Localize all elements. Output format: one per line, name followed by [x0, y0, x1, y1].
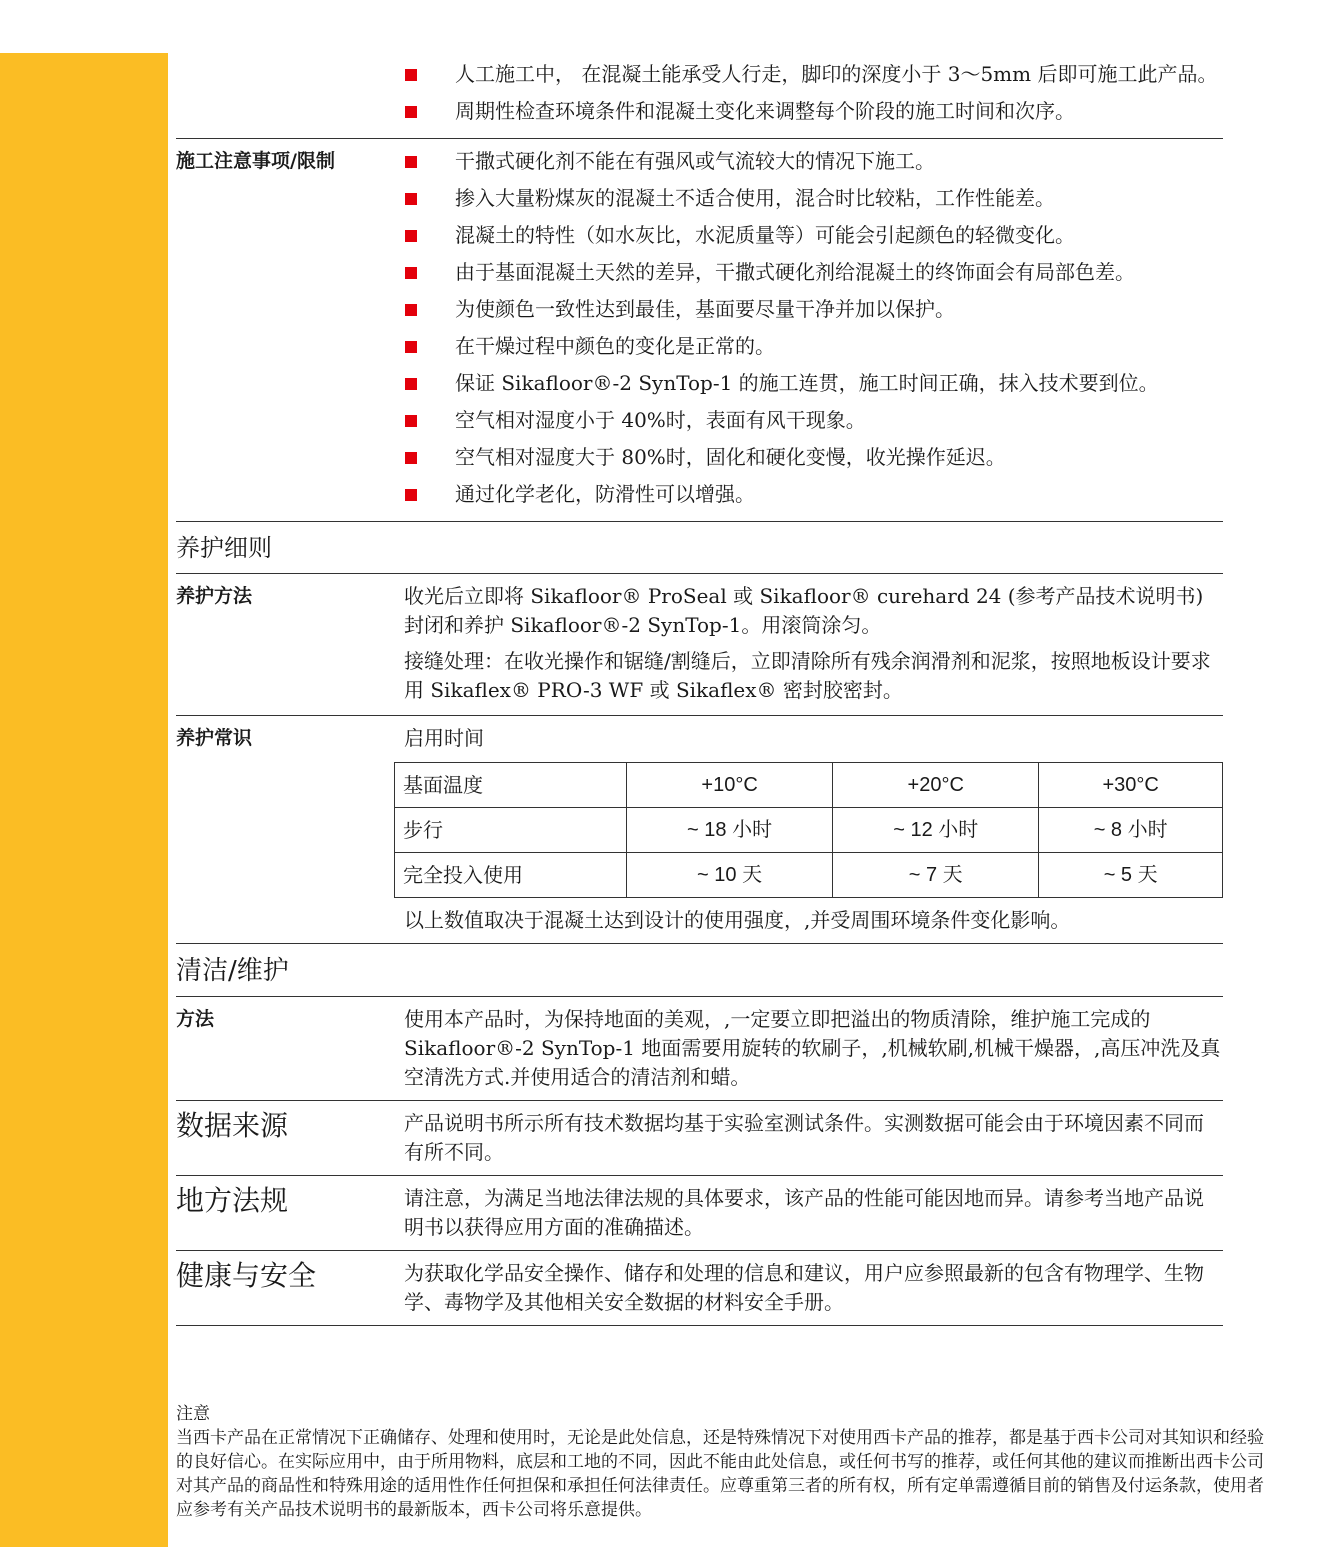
joint-treatment-text: 接缝处理：在收光操作和锯缝/割缝后，立即清除所有残余润滑剂和泥浆，按照地板设计要求用 Sikaflex® PRO-3 WF 或 Sikaflex® 密封胶密封。 [404, 649, 1211, 702]
section-label: 健康与安全 [176, 1259, 317, 1292]
table-caption: 启用时间 [404, 726, 484, 750]
list-item: 由于基面混凝土天然的差异，干撒式硬化剂给混凝土的终饰面会有局部色差。 [404, 258, 1223, 287]
regulations-section [176, 1176, 1223, 1251]
bullet-icon [405, 156, 417, 168]
list-item: 周期性检查环境条件和混凝土变化来调整每个阶段的施工时间和次序。 [404, 97, 1223, 126]
section-label: 养护方法 [176, 585, 253, 607]
list-item: 通过化学老化，防滑性可以增强。 [404, 480, 1223, 509]
bullet-icon [405, 452, 417, 464]
section-heading: 养护细则 [176, 534, 272, 562]
bullet-icon [405, 69, 417, 81]
section-label: 地方法规 [176, 1184, 289, 1217]
list-item: 人工施工中， 在混凝土能承受人行走，脚印的深度小于 3～5mm 后即可施工此产品。 [404, 60, 1223, 89]
bullet-icon [405, 341, 417, 353]
table-note: 以上数值取决于混凝土达到设计的使用强度，,并受周围环境条件变化影响。 [404, 908, 1071, 932]
list-item: 为使颜色一致性达到最佳，基面要尽量干净并加以保护。 [404, 295, 1223, 324]
bullet-icon [405, 193, 417, 205]
list-item: 干撒式硬化剂不能在有强风或气流较大的情况下施工。 [404, 147, 1223, 176]
regulations-text: 请注意，为满足当地法律法规的具体要求，该产品的性能可能因地而异。请参考当地产品说明书以获得应用方面的准确描述。 [404, 1186, 1204, 1239]
curing-heading-row [176, 522, 1223, 574]
table-cell: ~ 10 天 [627, 853, 833, 898]
section-label: 施工注意事项/限制 [176, 150, 335, 172]
curing-method-text: 收光后立即将 Sikafloor® ProSeal 或 Sikafloor® curehard 24 (参考产品技术说明书)封闭和养护 Sikafloor®-2 SynTop-1。用滚筒涂匀。 [404, 584, 1204, 637]
table-cell: ~ 7 天 [833, 853, 1039, 898]
notice-title: 注意 [176, 1404, 210, 1424]
list-item: 掺入大量粉煤灰的混凝土不适合使用，混合时比较粘，工作性能差。 [404, 184, 1223, 213]
notice-text: 当西卡产品在正常情况下正确储存、处理和使用时，无论是此处信息，还是特殊情况下对使用西卡产品的推荐，都是基于西卡公司对其知识和经验的良好信心。在实际应用中，由于所用物料，底层和工地的不同，因此不能由此处信息，或任何书写的推荐，或任何其他的建议而推断出西卡公司对其产品的商品性和特殊用途的适用性作任何担保和承担任何法律责任。应尊重第三者的所有权，所有定单需遵循目前的销售及付运条款，使用者应参考有关产品技术说明书的最新版本，西卡公司将乐意提供。 [176, 1428, 1264, 1520]
bullet-icon [405, 489, 417, 501]
table-cell: ~ 8 小时 [1039, 808, 1223, 853]
limitations-section [176, 139, 1223, 522]
data-source-section [176, 1101, 1223, 1176]
health-section [176, 1251, 1223, 1326]
curing-info-section [176, 716, 1223, 944]
data-source-text: 产品说明书所示所有技术数据均基于实验室测试条件。实测数据可能会由于环境因素不同而有所不同。 [404, 1111, 1204, 1164]
table-cell: +10°C [627, 763, 833, 808]
curing-method-section [176, 574, 1223, 716]
bullet-icon [405, 267, 417, 279]
list-item: 保证 Sikafloor®-2 SynTop-1 的施工连贯，施工时间正确，抹入技术要到位。 [404, 369, 1223, 398]
limitations-list [404, 147, 1223, 509]
table-row [395, 808, 1223, 853]
list-item: 空气相对湿度大于 80%时，固化和硬化变慢，收光操作延迟。 [404, 443, 1223, 472]
table-row [395, 853, 1223, 898]
table-cell: +20°C [833, 763, 1039, 808]
bullet-icon [405, 304, 417, 316]
table-cell: 完全投入使用 [395, 853, 627, 898]
list-item: 混凝土的特性（如水灰比，水泥质量等）可能会引起颜色的轻微变化。 [404, 221, 1223, 250]
table-cell: ~ 18 小时 [627, 808, 833, 853]
bullet-icon [405, 415, 417, 427]
table-cell: ~ 12 小时 [833, 808, 1039, 853]
bullet-icon [405, 378, 417, 390]
section-heading: 清洁/维护 [176, 956, 289, 986]
bullet-icon [405, 106, 417, 118]
cleaning-method-text: 使用本产品时，为保持地面的美观，,一定要立即把溢出的物质清除，维护施工完成的 Sikafloor®-2 SynTop-1 地面需要用旋转的软刷子，,机械软刷,机械干燥器，,高压冲洗及真空清洗方式.并使用适合的清洁剂和蜡。 [404, 1007, 1221, 1089]
table-cell: 基面温度 [395, 763, 627, 808]
brand-sidebar [0, 53, 168, 1547]
intro-list [404, 60, 1223, 126]
table-header-row [395, 763, 1223, 808]
list-item: 空气相对湿度小于 40%时，表面有风干现象。 [404, 406, 1223, 435]
bullet-icon [405, 230, 417, 242]
table-cell: +30°C [1039, 763, 1223, 808]
table-cell: ~ 5 天 [1039, 853, 1223, 898]
section-label: 数据来源 [176, 1109, 289, 1142]
cure-time-table [394, 762, 1223, 898]
health-text: 为获取化学品安全操作、储存和处理的信息和建议，用户应参照最新的包含有物理学、生物学、毒物学及其他相关安全数据的材料安全手册。 [404, 1261, 1204, 1314]
legal-notice [176, 1402, 1268, 1522]
document-content [176, 60, 1223, 1326]
intro-section [176, 60, 1223, 139]
cleaning-heading-row [176, 944, 1223, 997]
cleaning-method-section [176, 997, 1223, 1101]
section-label: 养护常识 [176, 727, 253, 749]
list-item: 在干燥过程中颜色的变化是正常的。 [404, 332, 1223, 361]
section-label: 方法 [176, 1008, 215, 1030]
table-cell: 步行 [395, 808, 627, 853]
